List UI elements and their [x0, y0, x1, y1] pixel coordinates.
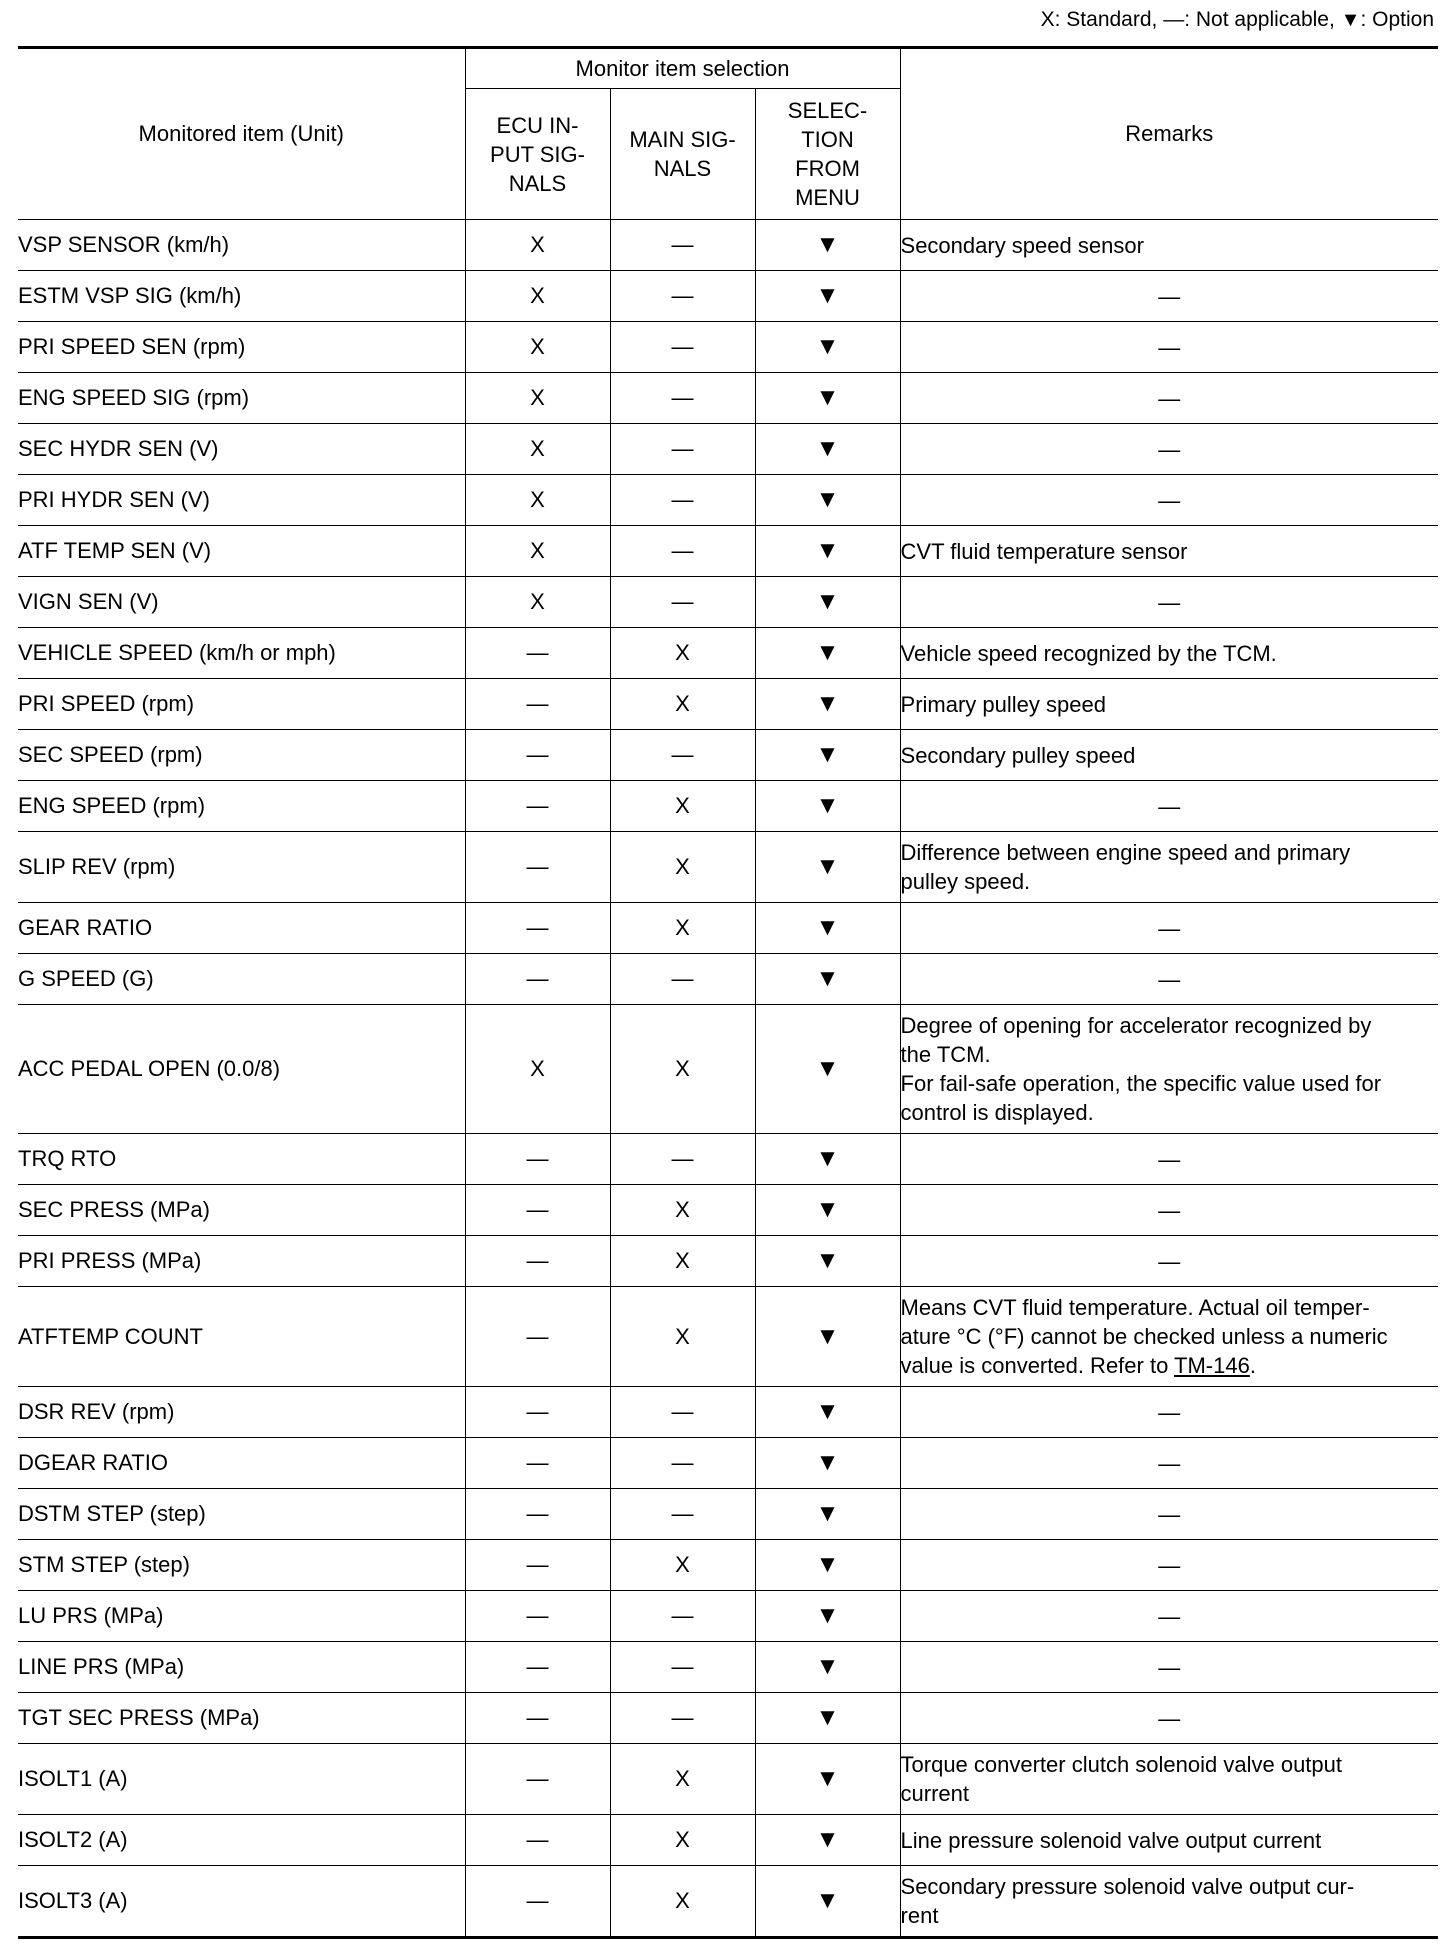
remarks-line: —: [1158, 1248, 1181, 1274]
selection-menu-mark: ▼: [755, 1489, 900, 1540]
table-row: [18, 475, 1438, 526]
monitored-item-cell: SEC SPEED (rpm): [18, 730, 465, 781]
selection-menu-mark: ▼: [755, 373, 900, 424]
main-signal-mark: X: [610, 1005, 755, 1134]
main-signal-mark: —: [610, 730, 755, 781]
table-row: [18, 1438, 1438, 1489]
main-signal-mark: X: [610, 903, 755, 954]
header-main-line: MAIN SIG-: [629, 127, 736, 152]
ecu-input-mark: X: [465, 577, 610, 628]
main-signal-mark: —: [610, 322, 755, 373]
monitored-item-cell: ESTM VSP SIG (km/h): [18, 271, 465, 322]
header-selection-line: MENU: [795, 185, 860, 210]
monitored-item-cell: VSP SENSOR (km/h): [18, 220, 465, 271]
selection-menu-mark: ▼: [755, 1438, 900, 1489]
ecu-input-mark: —: [465, 1642, 610, 1693]
monitored-item-cell: ISOLT3 (A): [18, 1866, 465, 1938]
remarks-line: —: [1158, 385, 1181, 411]
ecu-input-mark: —: [465, 1236, 610, 1287]
selection-menu-mark: ▼: [755, 1642, 900, 1693]
remarks-line: Primary pulley speed: [900, 691, 1106, 717]
main-signal-mark: —: [610, 1134, 755, 1185]
ecu-input-mark: —: [465, 1591, 610, 1642]
monitored-item-cell: DGEAR RATIO: [18, 1438, 465, 1489]
monitored-item-cell: ATF TEMP SEN (V): [18, 526, 465, 577]
main-signal-mark: X: [610, 1815, 755, 1866]
monitored-item-cell: SEC HYDR SEN (V): [18, 424, 465, 475]
remarks-cell: [900, 1591, 1438, 1642]
remarks-cell: [900, 1540, 1438, 1591]
remarks-line: —: [1158, 1501, 1181, 1527]
selection-menu-mark: ▼: [755, 903, 900, 954]
selection-menu-mark: ▼: [755, 832, 900, 903]
remarks-cell: [900, 1438, 1438, 1489]
table-row: [18, 1236, 1438, 1287]
table-row: [18, 1287, 1438, 1387]
main-signal-mark: —: [610, 1642, 755, 1693]
main-signal-mark: —: [610, 1489, 755, 1540]
table-row: [18, 271, 1438, 322]
table-body: [18, 220, 1438, 1938]
monitored-item-cell: LINE PRS (MPa): [18, 1642, 465, 1693]
remarks-cell: [900, 1693, 1438, 1744]
remarks-line: —: [1158, 1197, 1181, 1223]
remarks-line: —: [1158, 1146, 1181, 1172]
selection-menu-mark: ▼: [755, 577, 900, 628]
table-row: [18, 832, 1438, 903]
main-signal-mark: —: [610, 1693, 755, 1744]
remarks-end: .: [1249, 1353, 1256, 1378]
remarks-line: Secondary pulley speed: [900, 742, 1136, 768]
selection-menu-mark: ▼: [755, 220, 900, 271]
selection-menu-mark: ▼: [755, 781, 900, 832]
remarks-cell: [900, 1744, 1438, 1815]
table-row: [18, 526, 1438, 577]
table-row: [18, 1744, 1438, 1815]
selection-menu-mark: ▼: [755, 1185, 900, 1236]
table-row: [18, 903, 1438, 954]
selection-menu-mark: ▼: [755, 1866, 900, 1938]
remarks-line: Degree of opening for accelerator recognized by: [900, 1013, 1372, 1038]
remarks-cell: [900, 373, 1438, 424]
table-row: [18, 781, 1438, 832]
selection-menu-mark: ▼: [755, 730, 900, 781]
header-selection-line: SELEC-: [787, 98, 868, 123]
selection-menu-mark: ▼: [755, 1287, 900, 1387]
header-monitor-item-selection: Monitor item selection: [465, 48, 900, 89]
remarks-cell: [900, 322, 1438, 373]
table-row: [18, 1387, 1438, 1438]
selection-menu-mark: ▼: [755, 1693, 900, 1744]
table-row: [18, 1815, 1438, 1866]
remarks-line: Vehicle speed recognized by the TCM.: [900, 640, 1277, 666]
monitored-item-cell: TGT SEC PRESS (MPa): [18, 1693, 465, 1744]
monitor-item-table: [18, 46, 1438, 1939]
monitored-item-cell: ISOLT1 (A): [18, 1744, 465, 1815]
monitored-item-cell: PRI HYDR SEN (V): [18, 475, 465, 526]
monitored-item-cell: PRI SPEED SEN (rpm): [18, 322, 465, 373]
remarks-cell: [900, 1642, 1438, 1693]
header-selection-line: FROM: [795, 156, 860, 181]
monitored-item-cell: ISOLT2 (A): [18, 1815, 465, 1866]
remarks-line: Secondary pressure solenoid valve output cur-: [900, 1874, 1355, 1899]
legend-option: : Option: [1360, 8, 1434, 31]
ecu-input-mark: —: [465, 1438, 610, 1489]
selection-menu-mark: ▼: [755, 1005, 900, 1134]
selection-menu-mark: ▼: [755, 679, 900, 730]
remarks-cell: [900, 475, 1438, 526]
ecu-input-mark: X: [465, 424, 610, 475]
table-row: [18, 1591, 1438, 1642]
header-ecu-input-signals: [465, 89, 610, 220]
monitored-item-cell: VIGN SEN (V): [18, 577, 465, 628]
ecu-input-mark: X: [465, 322, 610, 373]
selection-menu-mark: ▼: [755, 628, 900, 679]
main-signal-mark: —: [610, 271, 755, 322]
table-row: [18, 1540, 1438, 1591]
remarks-line: rent: [900, 1903, 939, 1928]
remarks-cell: [900, 1236, 1438, 1287]
main-signal-mark: —: [610, 475, 755, 526]
monitored-item-cell: VEHICLE SPEED (km/h or mph): [18, 628, 465, 679]
remarks-cell: [900, 832, 1438, 903]
remarks-line: —: [1158, 1603, 1181, 1629]
remarks-cell: [900, 1866, 1438, 1938]
table-row: [18, 1185, 1438, 1236]
remarks-cell: [900, 1134, 1438, 1185]
remarks-cell: [900, 424, 1438, 475]
ecu-input-mark: —: [465, 903, 610, 954]
table-row: [18, 1693, 1438, 1744]
remarks-line: —: [1158, 1654, 1181, 1680]
remarks-line: CVT fluid temperature sensor: [900, 538, 1188, 564]
remarks-cell: [900, 954, 1438, 1005]
header-ecu-line: ECU IN-: [496, 112, 579, 138]
selection-menu-mark: ▼: [755, 1815, 900, 1866]
remarks-line: —: [1158, 966, 1181, 992]
monitored-item-cell: GEAR RATIO: [18, 903, 465, 954]
header-ecu-line: PUT SIG-: [490, 141, 585, 167]
remarks-line: Line pressure solenoid valve output current: [900, 1827, 1322, 1853]
remarks-tail: value is converted. Refer to: [900, 1353, 1175, 1378]
ecu-input-mark: X: [465, 271, 610, 322]
remarks-line: —: [1158, 283, 1181, 309]
remarks-cell: [900, 730, 1438, 781]
monitored-item-cell: ENG SPEED SIG (rpm): [18, 373, 465, 424]
remarks-line: Means CVT fluid temperature. Actual oil temper-: [900, 1295, 1370, 1320]
table-row: [18, 322, 1438, 373]
monitored-item-cell: LU PRS (MPa): [18, 1591, 465, 1642]
remarks-cell: [900, 1005, 1438, 1134]
remarks-cell: [900, 526, 1438, 577]
legend: [1041, 8, 1434, 32]
remarks-line: current: [900, 1781, 969, 1806]
remarks-cell: [900, 220, 1438, 271]
table-row: [18, 679, 1438, 730]
selection-menu-mark: ▼: [755, 475, 900, 526]
selection-menu-mark: ▼: [755, 1591, 900, 1642]
table-row: [18, 1134, 1438, 1185]
table-row: [18, 577, 1438, 628]
ecu-input-mark: —: [465, 1387, 610, 1438]
ecu-input-mark: —: [465, 781, 610, 832]
header-selection-from-menu: [755, 89, 900, 220]
selection-menu-mark: ▼: [755, 424, 900, 475]
main-signal-mark: —: [610, 954, 755, 1005]
ecu-input-mark: —: [465, 1744, 610, 1815]
remarks-cell: [900, 271, 1438, 322]
remarks-line: —: [1158, 1399, 1181, 1425]
main-signal-mark: —: [610, 1591, 755, 1642]
table-row: [18, 730, 1438, 781]
remarks-cell: [900, 577, 1438, 628]
ecu-input-mark: X: [465, 373, 610, 424]
remarks-cell: [900, 628, 1438, 679]
remarks-line: Difference between engine speed and primary: [900, 840, 1351, 865]
remarks-cell: [900, 1387, 1438, 1438]
remarks-line: —: [1158, 436, 1181, 462]
monitored-item-cell: DSTM STEP (step): [18, 1489, 465, 1540]
remarks-line: —: [1158, 1450, 1181, 1476]
main-signal-mark: —: [610, 373, 755, 424]
monitored-item-cell: ATFTEMP COUNT: [18, 1287, 465, 1387]
main-signal-mark: X: [610, 628, 755, 679]
header-main-signals: [610, 89, 755, 220]
monitored-item-cell: STM STEP (step): [18, 1540, 465, 1591]
table-row: [18, 1642, 1438, 1693]
remarks-line: —: [1158, 589, 1181, 615]
table-row: [18, 1489, 1438, 1540]
remarks-line: —: [1158, 1705, 1181, 1731]
selection-menu-mark: ▼: [755, 322, 900, 373]
monitored-item-cell: G SPEED (G): [18, 954, 465, 1005]
remarks-cell: [900, 781, 1438, 832]
remarks-cell: [900, 1185, 1438, 1236]
main-signal-mark: X: [610, 1744, 755, 1815]
main-signal-mark: X: [610, 1540, 755, 1591]
ecu-input-mark: X: [465, 526, 610, 577]
legend-standard: X: Standard,: [1040, 8, 1158, 31]
ecu-input-mark: —: [465, 1185, 610, 1236]
option-triangle-icon: ▼: [1340, 9, 1361, 31]
monitored-item-cell: PRI SPEED (rpm): [18, 679, 465, 730]
table-row: [18, 1005, 1438, 1134]
selection-menu-mark: ▼: [755, 1236, 900, 1287]
selection-menu-mark: ▼: [755, 1744, 900, 1815]
selection-menu-mark: ▼: [755, 1387, 900, 1438]
monitored-item-cell: ENG SPEED (rpm): [18, 781, 465, 832]
monitored-item-cell: TRQ RTO: [18, 1134, 465, 1185]
ecu-input-mark: —: [465, 1693, 610, 1744]
main-signal-mark: X: [610, 832, 755, 903]
ecu-input-mark: —: [465, 1540, 610, 1591]
ecu-input-mark: X: [465, 1005, 610, 1134]
ecu-input-mark: —: [465, 679, 610, 730]
main-signal-mark: X: [610, 679, 755, 730]
remarks-line: —: [1158, 487, 1181, 513]
header-selection-line: TION: [801, 127, 854, 152]
remarks-line: —: [1158, 915, 1181, 941]
ecu-input-mark: —: [465, 730, 610, 781]
selection-menu-mark: ▼: [755, 954, 900, 1005]
table-row: [18, 1866, 1438, 1938]
remarks-cell: [900, 1815, 1438, 1866]
remarks-line: [901, 1351, 1439, 1380]
ecu-input-mark: —: [465, 1287, 610, 1387]
ecu-input-mark: —: [465, 832, 610, 903]
main-signal-mark: X: [610, 1287, 755, 1387]
main-signal-mark: —: [610, 526, 755, 577]
main-signal-mark: —: [610, 424, 755, 475]
main-signal-mark: X: [610, 1866, 755, 1938]
legend-not-applicable: —: Not applicable,: [1163, 8, 1335, 31]
remarks-line: Torque converter clutch solenoid valve output: [900, 1752, 1342, 1777]
remarks-cell: [900, 1489, 1438, 1540]
remarks-line: —: [1158, 334, 1181, 360]
remarks-line: pulley speed.: [900, 869, 1031, 894]
main-signal-mark: —: [610, 220, 755, 271]
table-row: [18, 628, 1438, 679]
table-row: [18, 954, 1438, 1005]
main-signal-mark: X: [610, 1185, 755, 1236]
selection-menu-mark: ▼: [755, 271, 900, 322]
remarks-cell: [900, 1287, 1438, 1387]
remarks-line: Secondary speed sensor: [900, 232, 1144, 258]
remarks-line: the TCM.: [900, 1042, 991, 1067]
ecu-input-mark: —: [465, 1866, 610, 1938]
table-row: [18, 373, 1438, 424]
header-ecu-line: NALS: [508, 170, 567, 196]
main-signal-mark: —: [610, 577, 755, 628]
main-signal-mark: —: [610, 1387, 755, 1438]
header-monitored-item: Monitored item (Unit): [18, 48, 465, 220]
main-signal-mark: X: [610, 781, 755, 832]
monitored-item-cell: SEC PRESS (MPa): [18, 1185, 465, 1236]
remarks-line: control is displayed.: [900, 1100, 1094, 1125]
main-signal-mark: X: [610, 1236, 755, 1287]
reference-link[interactable]: TM-146: [1174, 1353, 1250, 1378]
selection-menu-mark: ▼: [755, 1134, 900, 1185]
ecu-input-mark: —: [465, 954, 610, 1005]
remarks-cell: [900, 679, 1438, 730]
selection-menu-mark: ▼: [755, 526, 900, 577]
header-remarks: Remarks: [900, 48, 1438, 220]
header-main-line: NALS: [653, 156, 712, 181]
remarks-line: ature °C (°F) cannot be checked unless a numeric: [900, 1324, 1388, 1349]
ecu-input-mark: —: [465, 1134, 610, 1185]
ecu-input-mark: X: [465, 220, 610, 271]
remarks-line: For fail-safe operation, the specific value used for: [900, 1071, 1382, 1096]
ecu-input-mark: X: [465, 475, 610, 526]
remarks-line: —: [1158, 1552, 1181, 1578]
monitored-item-cell: PRI PRESS (MPa): [18, 1236, 465, 1287]
ecu-input-mark: —: [465, 1489, 610, 1540]
monitored-item-cell: DSR REV (rpm): [18, 1387, 465, 1438]
selection-menu-mark: ▼: [755, 1540, 900, 1591]
table-row: [18, 424, 1438, 475]
main-signal-mark: —: [610, 1438, 755, 1489]
ecu-input-mark: —: [465, 1815, 610, 1866]
monitored-item-cell: SLIP REV (rpm): [18, 832, 465, 903]
ecu-input-mark: —: [465, 628, 610, 679]
table-row: [18, 220, 1438, 271]
monitored-item-cell: ACC PEDAL OPEN (0.0/8): [18, 1005, 465, 1134]
remarks-line: —: [1158, 793, 1181, 819]
remarks-cell: [900, 903, 1438, 954]
